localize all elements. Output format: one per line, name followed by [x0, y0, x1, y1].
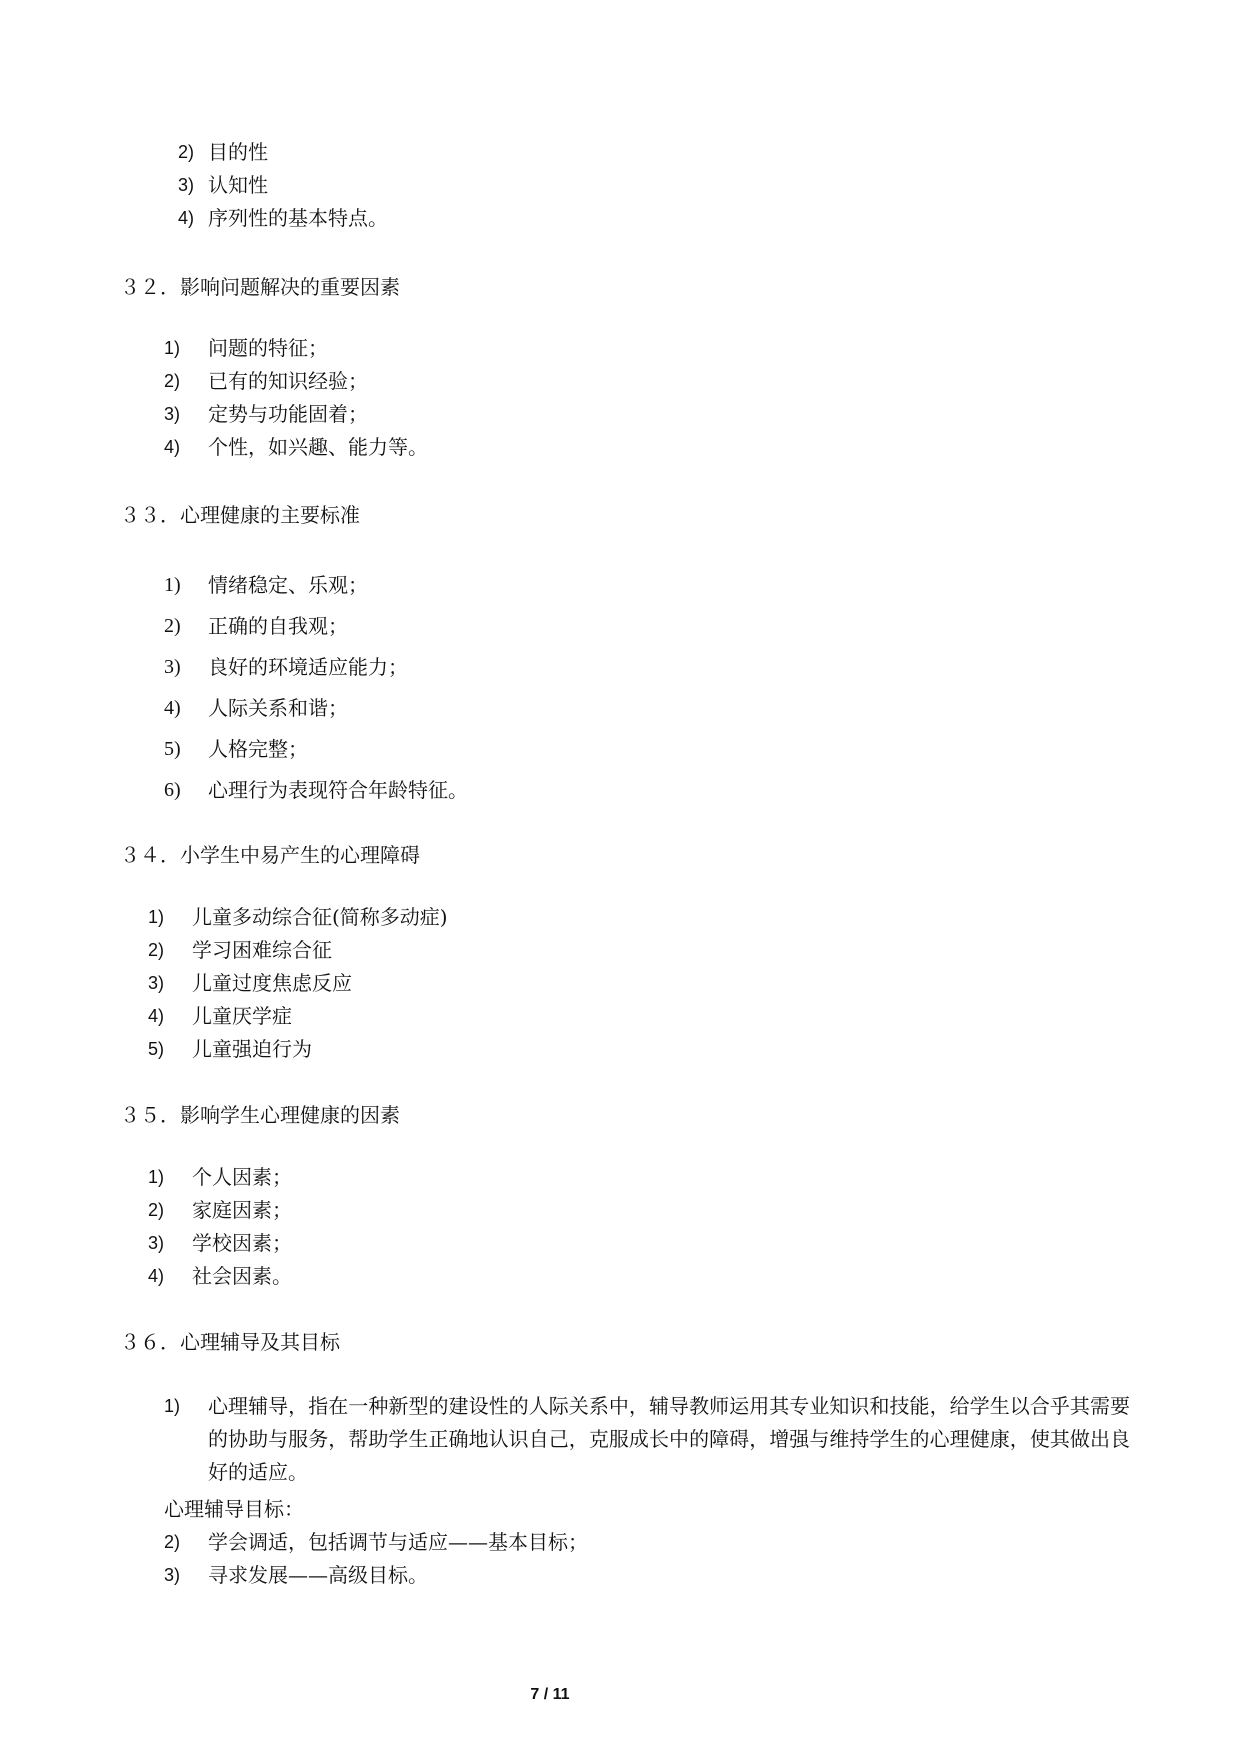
list-item-text: 认知性 — [208, 173, 268, 197]
list-number: 1) — [148, 907, 165, 927]
list-item-text: 个性，如兴趣、能力等。 — [208, 435, 428, 459]
list-number: 1) — [164, 338, 181, 358]
list-number: 2) — [164, 615, 181, 637]
list-item-text: 定势与功能固着； — [208, 402, 368, 426]
list-item-text: 学校因素； — [192, 1231, 292, 1255]
list-number: 4) — [178, 208, 195, 228]
list-number: 2) — [148, 1200, 165, 1220]
list-item-text: 学会调适，包括调节与适应——基本目标； — [208, 1530, 588, 1554]
list-item-text: 寻求发展——高级目标。 — [208, 1563, 428, 1587]
list-item-text: 社会因素。 — [192, 1264, 292, 1288]
list-number: 2) — [148, 940, 165, 960]
section-heading-33: ３３．心理健康的主要标准 — [120, 503, 360, 527]
section-heading-34: ３４．小学生中易产生的心理障碍 — [120, 843, 420, 867]
list-number: 4) — [148, 1006, 165, 1026]
list-number: 3) — [164, 656, 181, 678]
list-item-text: 心理行为表现符合年龄特征。 — [208, 778, 468, 802]
list-item-text: 已有的知识经验； — [208, 369, 368, 393]
list-number: 2) — [178, 142, 195, 162]
list-item-text: 人格完整； — [208, 737, 308, 761]
list-item-text: 儿童厌学症 — [192, 1004, 292, 1028]
list-number: 3) — [164, 404, 181, 424]
list-number: 4) — [164, 437, 181, 457]
page-number: 7 / 11 — [530, 1686, 570, 1703]
list-number: 2) — [164, 371, 181, 391]
list-number: 4) — [148, 1266, 165, 1286]
section-heading-36: ３６．心理辅导及其目标 — [120, 1330, 340, 1354]
paragraph-definition: 心理辅导，指在一种新型的建设性的人际关系中，辅导教师运用其专业知识和技能，给学生以合乎其需要的协助与服务，帮助学生正确地认识自己，克服成长中的障碍，增强与维持学生的心理健康，使其做出良好的适应。 — [208, 1394, 1130, 1484]
list-item-text: 目的性 — [208, 140, 268, 164]
list-number: 5) — [164, 738, 181, 760]
list-number: 3) — [178, 175, 195, 195]
list-item-text: 序列性的基本特点。 — [208, 206, 388, 230]
section-heading-32: ３２．影响问题解决的重要因素 — [120, 275, 400, 299]
list-item-text: 个人因素； — [192, 1165, 292, 1189]
list-item-text: 儿童强迫行为 — [192, 1037, 312, 1061]
list-number: 1) — [164, 574, 181, 596]
list-number: 1) — [148, 1167, 165, 1187]
list-item-text: 学习困难综合征 — [192, 938, 332, 962]
list-item-text: 情绪稳定、乐观； — [208, 573, 368, 597]
goal-label: 心理辅导目标： — [164, 1497, 304, 1521]
list-item-text: 儿童多动综合征(简称多动症) — [192, 905, 448, 929]
list-number: 5) — [148, 1039, 165, 1059]
list-item-text: 儿童过度焦虑反应 — [192, 971, 352, 995]
list-number: 3) — [148, 973, 165, 993]
list-item-text: 良好的环境适应能力； — [208, 655, 408, 679]
list-item-text: 人际关系和谐； — [208, 696, 348, 720]
list-item-text: 正确的自我观； — [208, 614, 348, 638]
list-number: 1) — [164, 1396, 181, 1416]
section-heading-35: ３５．影响学生心理健康的因素 — [120, 1103, 400, 1127]
list-number: 4) — [164, 697, 181, 719]
list-number: 3) — [164, 1565, 181, 1585]
list-number: 3) — [148, 1233, 165, 1253]
list-number: 6) — [164, 779, 181, 801]
list-item-text: 问题的特征； — [208, 336, 328, 360]
list-number: 2) — [164, 1532, 181, 1552]
list-item-text: 家庭因素； — [192, 1198, 292, 1222]
